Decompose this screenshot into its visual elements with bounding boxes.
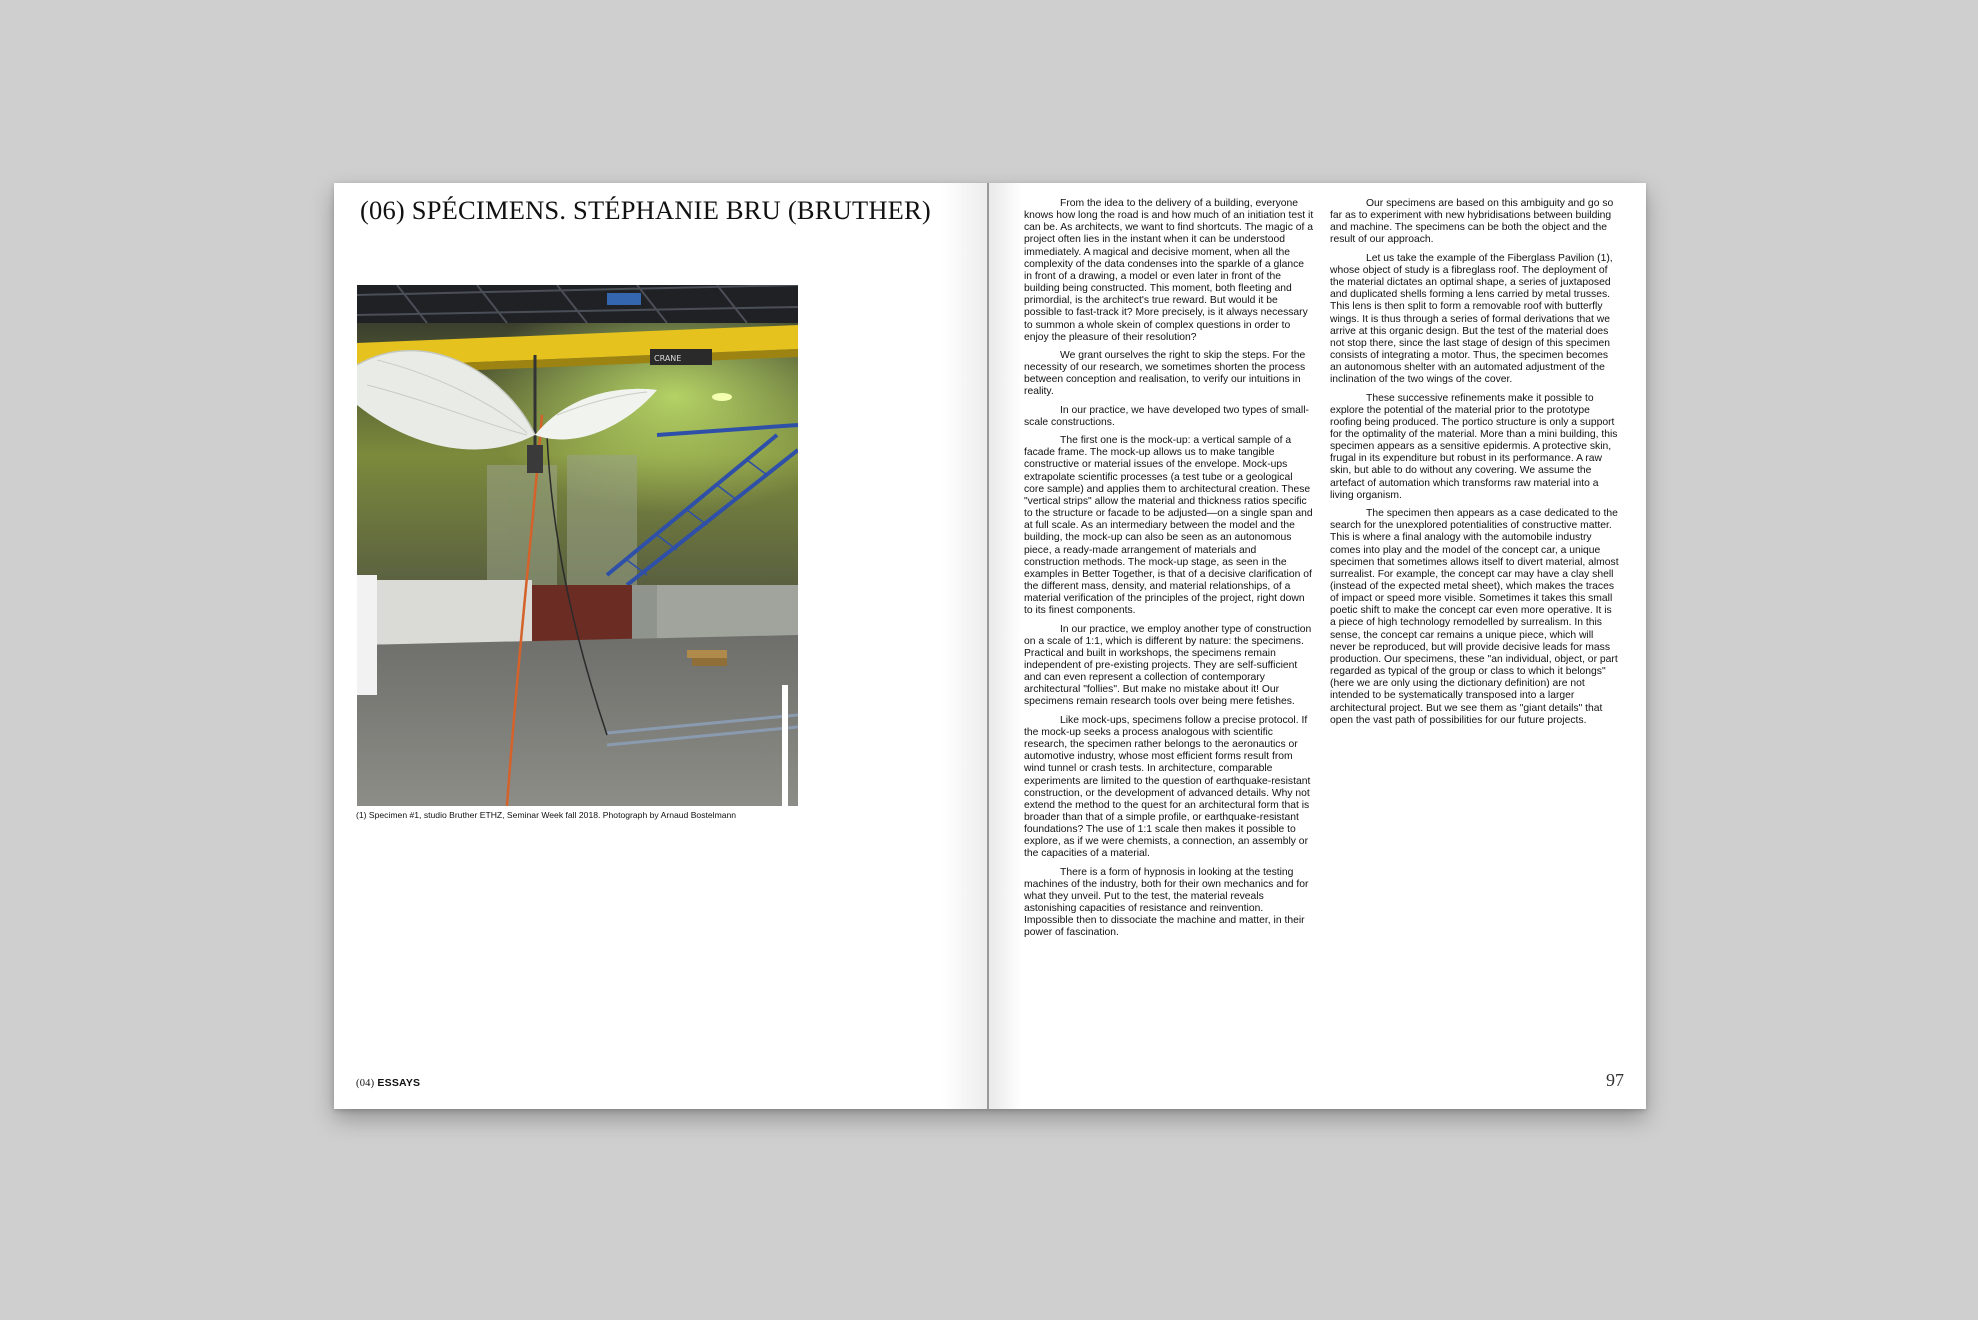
section-number: (04) — [356, 1078, 375, 1089]
book-spread — [334, 183, 1646, 1109]
paragraph: Let us take the example of the Fiberglass Pavilion (1), whose object of study is a fibreglass roof. The deployment of the material dictates an optimal shape, a series of juxtaposed and duplicated shells forming a lens carried by metal trusses. This lens is then split to form a removable roof with butterfly wings. It is thus through a series of formal derivations that we arrive at this organic design. But the test of the material does not stop there, since the last stage of design of this specimen consists of integrating a motor. Thus, the specimen becomes an autonomous shelter with an automated adjustment of the inclination of the two wings of the cover. — [1330, 252, 1613, 386]
left-page — [334, 183, 987, 1109]
paragraph: These successive refinements make it possible to explore the potential of the material prior to the prototype roofing being produced. The portico structure is only a support for the optimality of the material. More than a mini building, this specimen appears as a sensitive epidermis. A protective skin, frugal in its expenditure but robust in its performance. A raw skin, but able to do without any covering. We assume the artefact of automation which transforms raw material into a living organism. — [1330, 392, 1618, 501]
section-footer — [356, 1077, 420, 1089]
specimen-photo — [357, 285, 798, 806]
text-column-right — [1330, 198, 1620, 733]
paragraph: There is a form of hypnosis in looking at the testing machines of the industry, both for their own mechanics and for what they unveil. Put to the test, the material reveals astonishing capacities of resistance and reinvention. Impossible then to dissociate the machine and matter, in their power of fascination. — [1024, 866, 1309, 939]
text-column-left — [1024, 198, 1314, 946]
paragraph: The first one is the mock-up: a vertical sample of a facade frame. The mock-up allows us to make tangible constructive or material issues of the envelope. Mock-ups extrapolate scientific processes (a test tube or a geological core sample) and applies them to architectural creation. These "vertical strips" allow the material and thickness ratios specific to the structure or facade to be adjusted—on a single span and at full scale. As an intermediary between the model and the building, the mock-up can also be seen as an autonomous piece, a ready-made arrangement of materials and construction methods. The mock-up stage, as seen in the examples in Better Together, is that of a decisive clarification of the different mass, density, and material relationships, of a material verification of the principles of the project, right down to its finest components. — [1024, 435, 1313, 617]
paragraph: From the idea to the delivery of a building, everyone knows how long the road is and how much of an initiation test it can be. As architects, we want to find shortcuts. The magic of a project often lies in the instant when it can be understood immediately. A magical and decisive moment, when all the complexity of the data condenses into the sparkle of a glance in front of a drawing, a model or even later in front of the building being constructed. This moment, both fleeting and primordial, is the architect's true reward. But would it be possible to fast-track it? More precisely, is it always necessary to summon a whole skein of complex questions in order to enjoy the pleasure of their resolution? — [1024, 198, 1314, 343]
paragraph: In our practice, we employ another type of construction on a scale of 1:1, which is different by nature: the specimens. Practical and built in workshops, the specimens remain independent of pre-existing projects. They are self-sufficient and can even represent a collection of contemporary architectural "follies". But make no mistake about it! Our specimens remain research tools over being mere fetishes. — [1024, 623, 1312, 708]
right-page — [989, 183, 1646, 1109]
paragraph: Like mock-ups, specimens follow a precise protocol. If the mock-up seeks a process analogous with scientific research, the specimen rather belongs to the aeronautics or automotive industry, whose most efficient forms result from wind tunnel or crash tests. In architecture, comparable experiments are limited to the question of earthquake-resistant construction, or the development of advanced details. Why not extend the method to the quest for an architectural form that is broader than that of a simple profile, or earthquake-resistant foundations? The use of 1:1 scale then makes it possible to explore, as if we were chemists, a connection, an assembly or the capacities of a material. — [1024, 714, 1311, 860]
page-number: 97 — [1606, 1070, 1624, 1090]
photo-caption: (1) Specimen #1, studio Bruther ETHZ, Seminar Week fall 2018. Photograph by Arnaud Bostelmann — [356, 810, 737, 820]
paragraph: We grant ourselves the right to skip the steps. For the necessity of our research, we sometimes shorten the process between conception and realisation, to verify our intuitions in reality. — [1024, 349, 1306, 398]
paragraph: The specimen then appears as a case dedicated to the search for the unexplored potentialities of constructive matter. This is where a final analogy with the automobile industry comes into play and the model of the concept car, a unique specimen that sometimes allows itself to divert material, almost surrealist. For example, the concept car may have a clay shell (instead of the expected metal sheet), which makes the traces of impact or speed more visible. Sometimes it takes this small poetic shift to make the concept car even more operative. It is a piece of high technology remodelled by surrealism. In this sense, the concept car remains a unique piece, which will never be reproduced, but will provide decisive leads for mass production. Our specimens, these "an individual, object, or part regarded as typical of the group or class to which it belongs" (here we are only using the dictionary definition) are not intended to be systematically transposed into a larger architectural project. But we see them as "giant details" that open the vast path of possibilities for our future projects. — [1330, 508, 1619, 726]
essay-title: (06) SPÉCIMENS. STÉPHANIE BRU (BRUTHER) — [360, 195, 931, 225]
section-label: ESSAYS — [377, 1077, 421, 1089]
paragraph: Our specimens are based on this ambiguity and go so far as to experiment with new hybridisations between building and machine. The specimens can be both the object and the result of our approach. — [1330, 198, 1614, 246]
crane-sign-text: CRANE — [654, 354, 682, 363]
paragraph: In our practice, we have developed two types of small-scale constructions. — [1024, 404, 1309, 428]
